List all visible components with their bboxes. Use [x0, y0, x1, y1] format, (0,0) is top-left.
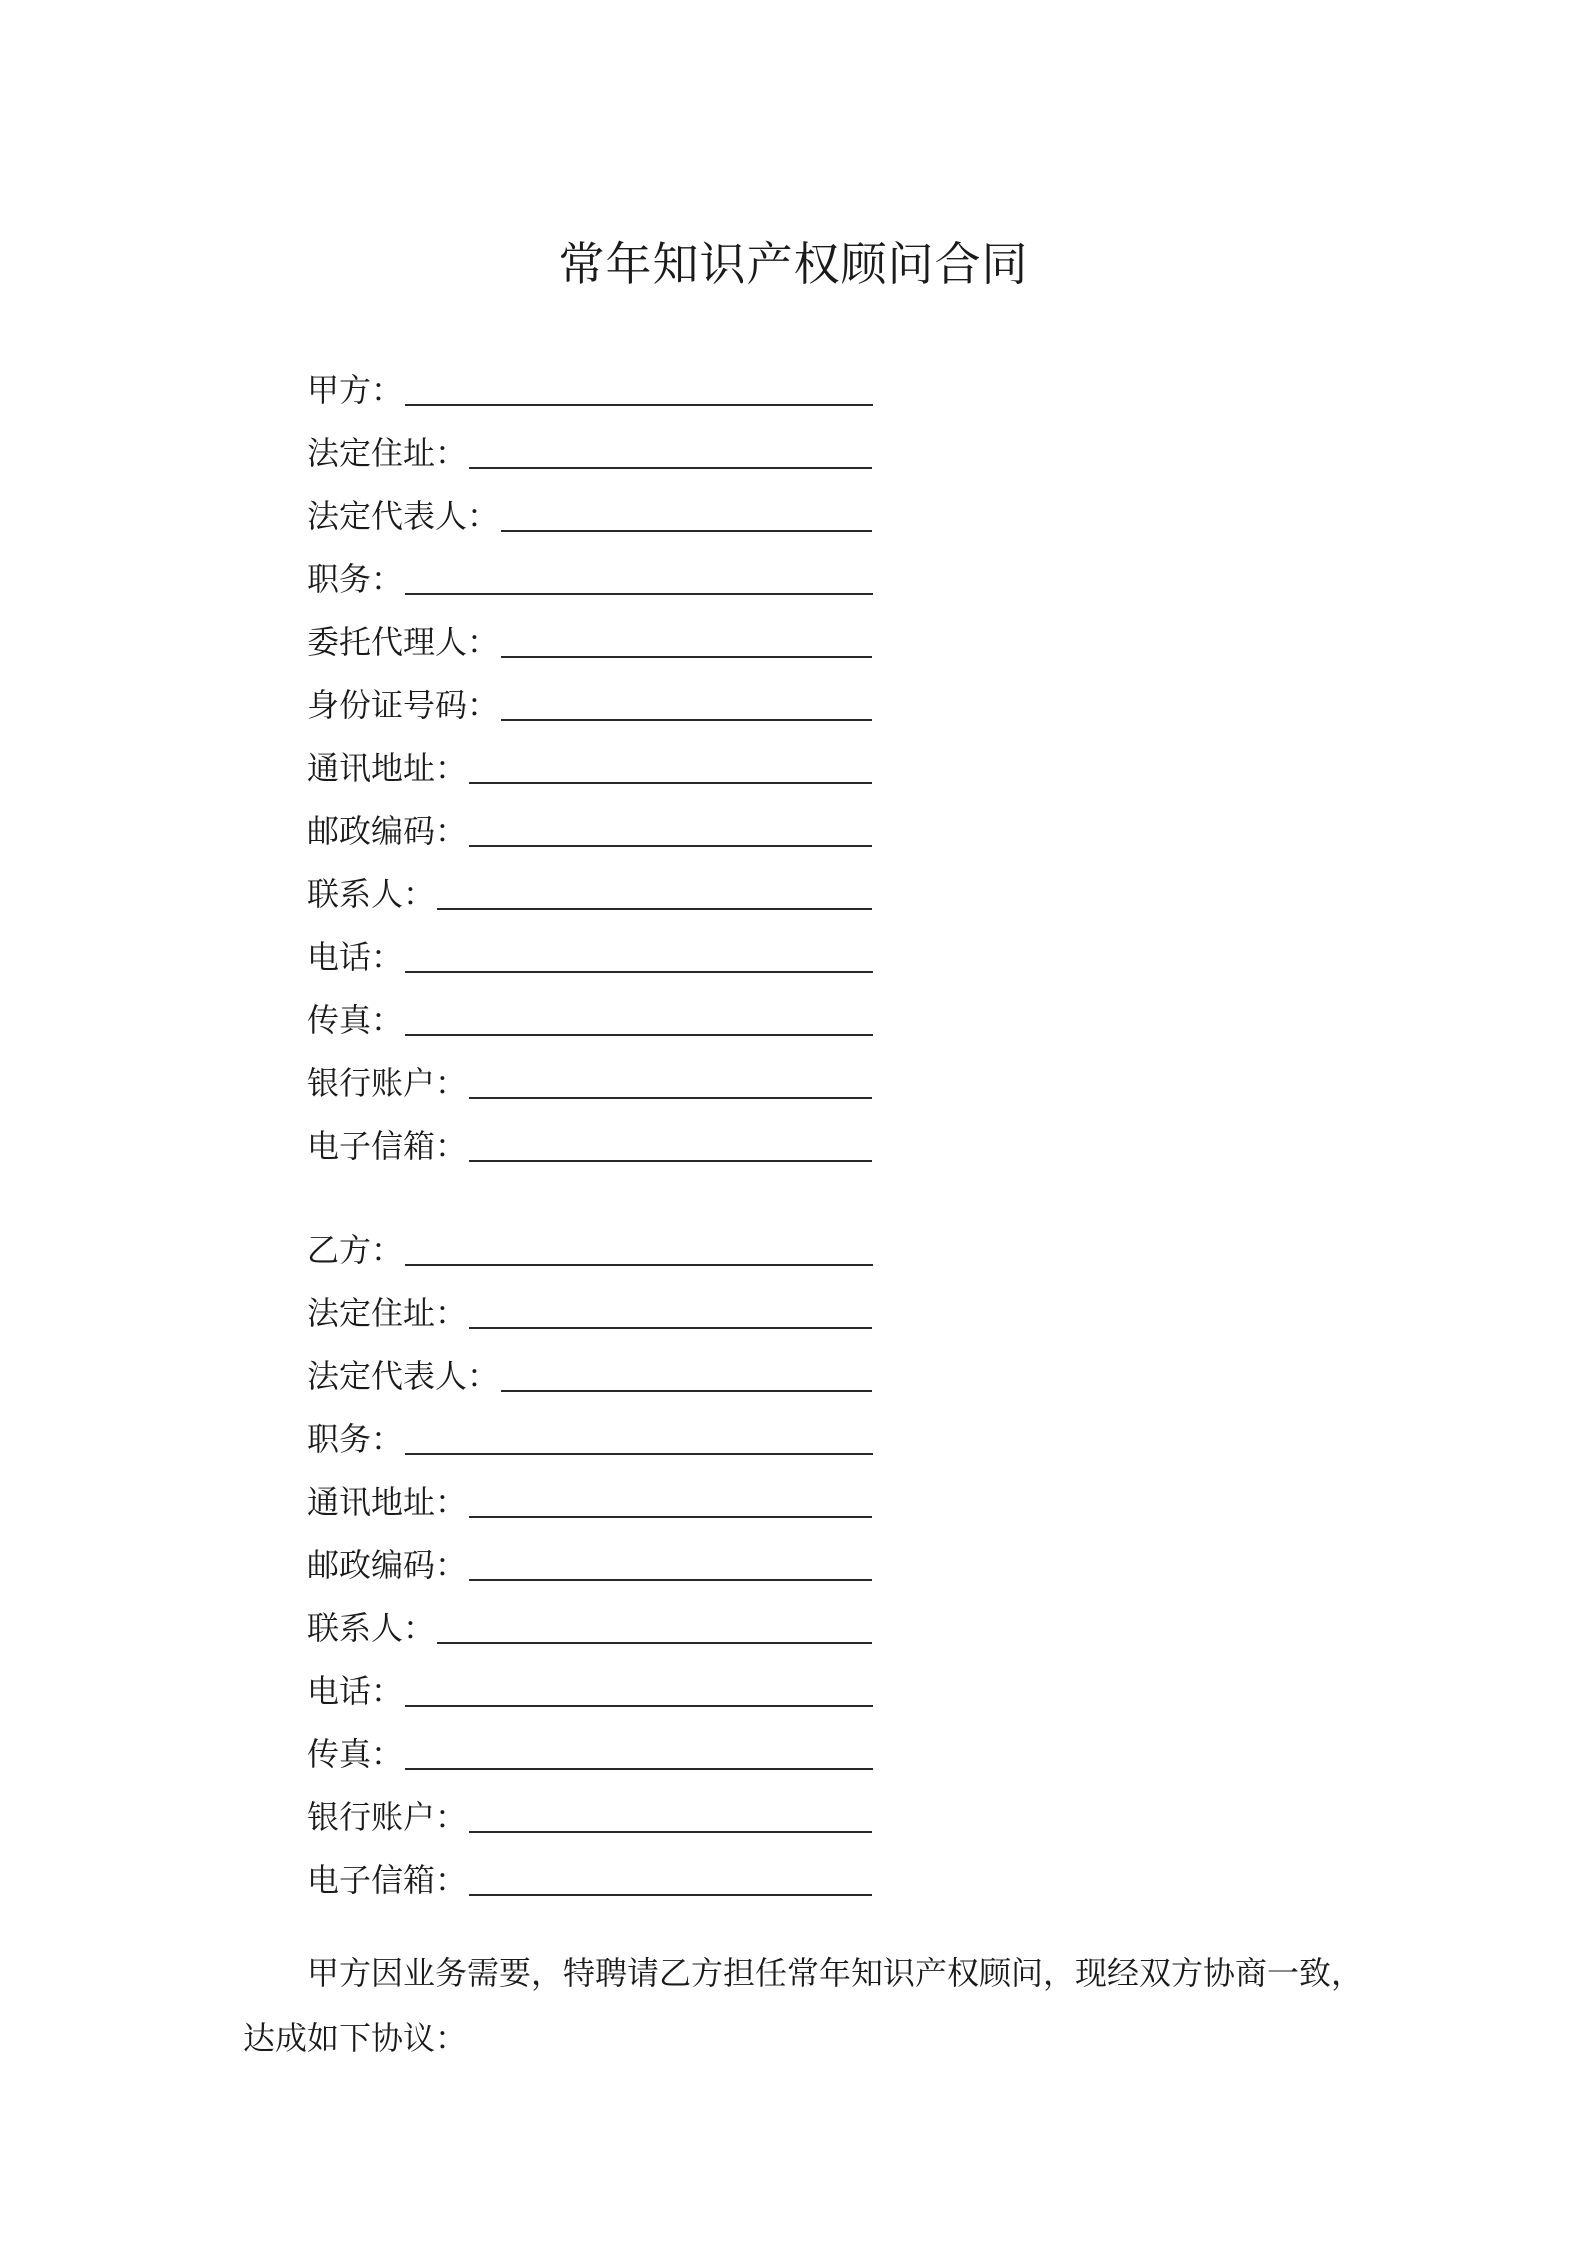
field-label: 通讯地址： — [307, 749, 468, 787]
party-a-legal-address-blank[interactable] — [469, 427, 872, 469]
party-a-row-id-number — [307, 671, 872, 727]
document-title: 常年知识产权顾问合同 — [558, 237, 1029, 291]
party-b-row-contact — [307, 1594, 872, 1650]
party-a-id-number-blank[interactable] — [501, 679, 872, 721]
party-a-row-position — [307, 545, 873, 601]
party-a-row-contact — [307, 860, 872, 916]
party-b-postcode-blank[interactable] — [469, 1539, 872, 1581]
party-a-row-legal-address — [307, 419, 872, 475]
party-a-row-email — [307, 1112, 872, 1168]
field-label: 职务： — [307, 560, 404, 598]
field-label: 职务： — [307, 1420, 404, 1458]
field-label: 联系人： — [307, 875, 436, 913]
party-b-row-phone — [307, 1657, 873, 1713]
party-b-email-blank[interactable] — [469, 1854, 872, 1896]
party-b-row-party — [307, 1216, 873, 1272]
field-label: 传真： — [307, 1001, 404, 1039]
party-a-fax-blank[interactable] — [405, 994, 873, 1036]
field-label: 法定代表人： — [307, 1357, 500, 1395]
field-label: 电话： — [307, 938, 404, 976]
party-a-row-bank-account — [307, 1049, 872, 1105]
field-label: 委托代理人： — [307, 623, 500, 661]
field-label: 传真： — [307, 1735, 404, 1773]
field-label: 法定代表人： — [307, 497, 500, 535]
party-b-phone-blank[interactable] — [405, 1665, 873, 1707]
party-b-row-bank-account — [307, 1783, 872, 1839]
intro-line-2: 达成如下协议： — [243, 2019, 468, 2057]
party-a-position-blank[interactable] — [405, 553, 873, 595]
field-label: 电话： — [307, 1672, 404, 1710]
party-a-row-fax — [307, 986, 873, 1042]
field-label: 邮政编码： — [307, 1546, 468, 1584]
field-label: 法定住址： — [307, 434, 468, 472]
field-label: 银行账户： — [307, 1064, 468, 1102]
party-b-mail-address-blank[interactable] — [469, 1476, 872, 1518]
party-b-legal-address-blank[interactable] — [469, 1287, 872, 1329]
party-b-party-blank[interactable] — [405, 1224, 873, 1266]
party-a-contact-blank[interactable] — [437, 868, 872, 910]
party-a-legal-rep-blank[interactable] — [501, 490, 872, 532]
party-b-row-legal-rep — [307, 1342, 872, 1398]
party-b-contact-blank[interactable] — [437, 1602, 872, 1644]
field-label: 电子信箱： — [307, 1127, 468, 1165]
party-a-row-agent — [307, 608, 872, 664]
field-label: 联系人： — [307, 1609, 436, 1647]
party-a-bank-account-blank[interactable] — [469, 1057, 872, 1099]
party-a-phone-blank[interactable] — [405, 931, 873, 973]
party-b-row-fax — [307, 1720, 873, 1776]
party-b-row-mail-address — [307, 1468, 872, 1524]
party-a-row-phone — [307, 923, 873, 979]
party-a-agent-blank[interactable] — [501, 616, 872, 658]
party-a-mail-address-blank[interactable] — [469, 742, 872, 784]
field-label: 电子信箱： — [307, 1861, 468, 1899]
field-label: 甲方： — [307, 371, 404, 409]
party-b-row-postcode — [307, 1531, 872, 1587]
party-a-email-blank[interactable] — [469, 1120, 872, 1162]
party-b-row-legal-address — [307, 1279, 872, 1335]
field-label: 法定住址： — [307, 1294, 468, 1332]
field-label: 银行账户： — [307, 1798, 468, 1836]
party-b-fax-blank[interactable] — [405, 1728, 873, 1770]
field-label: 邮政编码： — [307, 812, 468, 850]
party-a-party-blank[interactable] — [405, 364, 873, 406]
party-b-legal-rep-blank[interactable] — [501, 1350, 872, 1392]
party-a-row-legal-rep — [307, 482, 872, 538]
party-a-row-mail-address — [307, 734, 872, 790]
party-a-row-party — [307, 356, 873, 412]
party-b-row-email — [307, 1846, 872, 1902]
field-label: 身份证号码： — [307, 686, 500, 724]
intro-line-1: 甲方因业务需要，特聘请乙方担任常年知识产权顾问，现经双方协商一致， — [307, 1954, 1364, 1992]
field-label: 乙方： — [307, 1231, 404, 1269]
party-a-row-postcode — [307, 797, 872, 853]
party-b-bank-account-blank[interactable] — [469, 1791, 872, 1833]
party-b-row-position — [307, 1405, 873, 1461]
field-label: 通讯地址： — [307, 1483, 468, 1521]
party-a-postcode-blank[interactable] — [469, 805, 872, 847]
party-b-position-blank[interactable] — [405, 1413, 873, 1455]
